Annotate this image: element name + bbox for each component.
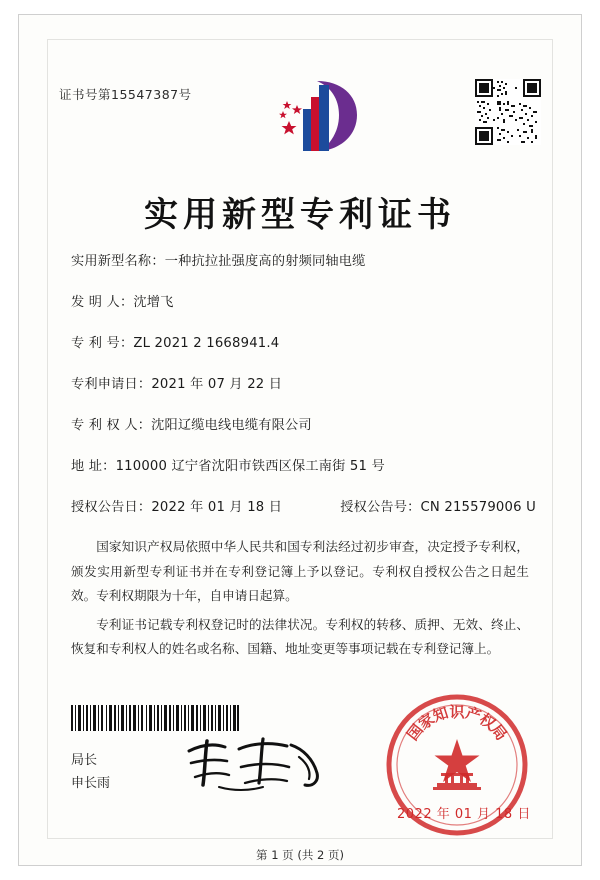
- field-value: 一种抗拉扯强度高的射频同轴电缆: [164, 254, 366, 269]
- field-value: ZL 2021 2 1668941.4: [133, 335, 280, 351]
- svg-text:局: 局: [487, 720, 511, 744]
- field-value: 沈增飞: [133, 294, 174, 310]
- legal-text: [71, 535, 529, 666]
- field-row-application-date: [71, 376, 529, 394]
- field-row-name: [71, 253, 529, 271]
- field-label: 实用新型名称：: [71, 254, 165, 269]
- cnipa-logo-icon: [267, 75, 363, 159]
- field-row-address: [71, 458, 529, 476]
- grant-date-value: 2022 年 01 月 18 日: [151, 499, 283, 515]
- page-title: 实用新型专利证书: [144, 195, 456, 235]
- legal-paragraph-1: 国家知识产权局依照中华人民共和国专利法经过初步审查，决定授予专利权，颁发实用新型专利证书并在专利登记簿上予以登记。专利权自授权公告之日起生效。专利权期限为十年，自申请日起算。: [71, 539, 529, 604]
- legal-paragraph-2: 专利证书记载专利权登记时的法律状况。专利权的转移、质押、无效、终止、恢复和专利权人的姓名或名称、国籍、地址变更等事项记载在专利登记簿上。: [71, 616, 529, 657]
- field-row-patent-no: [71, 335, 529, 353]
- field-label: 专 利 号：: [71, 335, 134, 351]
- certificate-paper: [18, 14, 582, 866]
- field-value: 110000 辽宁省沈阳市铁西区保工南街 51 号: [115, 458, 385, 474]
- svg-text:知: 知: [430, 703, 451, 726]
- field-label: 发 明 人：: [71, 294, 134, 310]
- field-row-grant: [71, 499, 536, 517]
- handwritten-signature-icon: [179, 733, 329, 795]
- grant-date-label: 授权公告日：: [71, 499, 152, 515]
- field-value: 沈阳辽缆电线电缆有限公司: [151, 417, 312, 433]
- grant-number-value: CN 215579006 U: [420, 499, 536, 515]
- svg-text:家: 家: [415, 709, 438, 734]
- seal-date: 2022 年 01 月 18 日: [397, 807, 531, 822]
- field-row-patentee: [71, 417, 529, 435]
- grant-number-label: 授权公告号：: [340, 499, 421, 515]
- svg-text:国: 国: [403, 720, 427, 744]
- signer-name: 申长雨: [71, 775, 111, 791]
- fields-list: [71, 253, 536, 540]
- svg-text:产: 产: [463, 703, 484, 726]
- barcode-icon: [71, 705, 239, 731]
- svg-text:权: 权: [476, 709, 499, 734]
- signature-block: [71, 750, 110, 796]
- certificate-number: 证书号第15547387号: [59, 87, 192, 102]
- signer-title: 局长: [71, 753, 98, 768]
- qr-code-icon: [475, 79, 541, 145]
- field-label: 专利申请日：: [71, 376, 152, 392]
- field-value: 2021 年 07 月 22 日: [151, 376, 283, 392]
- field-row-inventor: [71, 294, 529, 312]
- field-label: 专 利 权 人：: [71, 417, 152, 433]
- field-label: 地 址：: [71, 458, 116, 474]
- page-footer: 第 1 页 (共 2 页): [256, 848, 344, 862]
- svg-text:识: 识: [449, 703, 465, 721]
